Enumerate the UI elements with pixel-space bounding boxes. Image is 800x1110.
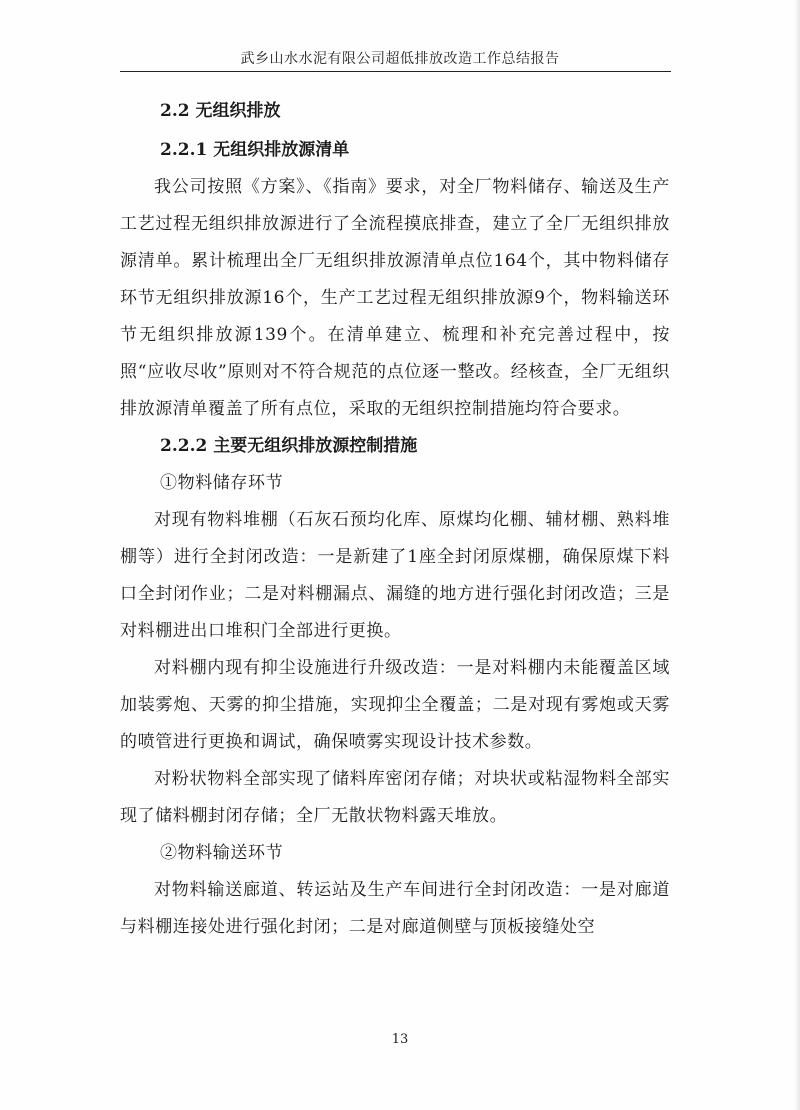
header-rule [120, 71, 671, 72]
paragraph-dust-suppression: 对料棚内现有抑尘设施进行升级改造：一是对料棚内未能覆盖区域加装雾炮、天雾的抑尘措施，实现抑尘全覆盖；二是对现有雾炮或天雾的喷管进行更换和调试，确保喷雾实现设计技术参数。 [120, 658, 670, 752]
list-item-material-conveying: ②物料输送环节 [160, 843, 284, 863]
paragraph-conveyor-enclosure: 对物料输送廊道、转运站及生产车间进行全封闭改造：一是对廊道与料棚连接处进行强化封闭；二是对廊道侧壁与顶板接缝处空 [120, 880, 670, 937]
section-heading: 2.2 无组织排放 [160, 101, 281, 121]
paragraph-powder-storage: 对粉状物料全部实现了储料库密闭存储；对块状或粘湿物料全部实现了储料棚封闭存储；全厂无散状物料露天堆放。 [120, 769, 670, 826]
page-edge-shadow [794, 0, 800, 1110]
subsection-heading-2-2-1: 2.2.1 无组织排放源清单 [160, 140, 350, 160]
paragraph-emission-source-list: 我公司按照《方案》、《指南》要求，对全厂物料储存、输送及生产工艺过程无组织排放源进行了全流程摸底排查，建立了全厂无组织排放源清单。累计梳理出全厂无组织排放源清单点位164个，其中物料储存环节无组织排放源16个，生产工艺过程无组织排放源9个，物料输送环节无组织排放源139个。在清单建立、梳理和补充完善过程中，按照“应收尽收”原则对不符合规范的点位逐一整改。经核查，全厂无组织排放源清单覆盖了所有点位，采取的无组织控制措施均符合要求。 [120, 177, 670, 419]
document-body [120, 88, 670, 946]
paragraph-shed-enclosure: 对现有物料堆棚（石灰石预均化库、原煤均化棚、辅材棚、熟料堆棚等）进行全封闭改造：一是新建了1座全封闭原煤棚，确保原煤下料口全封闭作业；二是对料棚漏点、漏缝的地方进行强化封闭改造；三是对料棚进出口堆积门全部进行更换。 [120, 510, 670, 641]
running-header: 武乡山水水泥有限公司超低排放改造工作总结报告 [240, 51, 560, 67]
subsection-heading-2-2-2: 2.2.2 主要无组织排放源控制措施 [160, 436, 418, 456]
list-item-material-storage: ①物料储存环节 [160, 473, 284, 493]
page-number: 13 [391, 1032, 409, 1047]
